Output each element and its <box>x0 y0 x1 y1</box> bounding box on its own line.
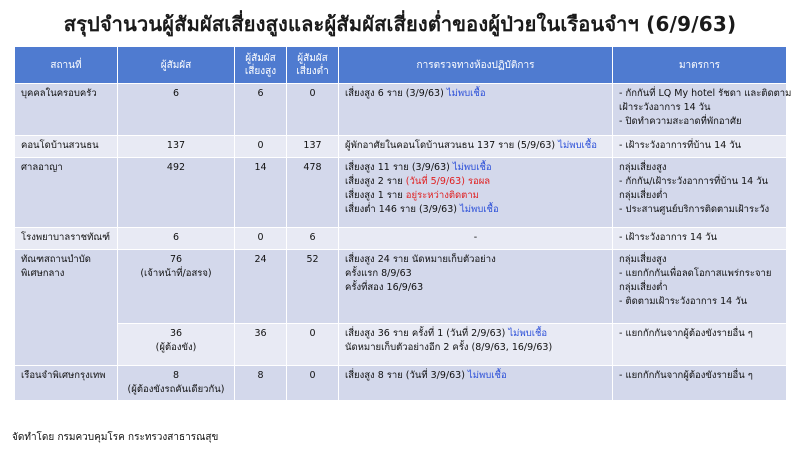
cell-contacts <box>118 136 235 158</box>
table-row <box>15 250 787 324</box>
cell-contacts <box>118 250 235 324</box>
cell-lab <box>339 136 613 158</box>
cell-measures <box>613 84 792 136</box>
cell-lab <box>339 250 613 324</box>
lab-text: เสี่ยงสูง 2 ราย <box>345 176 406 187</box>
header-high-risk-line: ผู้สัมผัส <box>245 53 276 64</box>
place-line: บุคคลในครอบครัว <box>21 88 97 99</box>
lab-text: ครั้งแรก 8/9/63 <box>345 268 412 279</box>
lab-result-negative: ไม่พบเชื้อ <box>558 140 597 151</box>
footer-credit: จัดทำโดย กรมควบคุมโรค กระทรวงสาธารณสุข <box>12 432 219 443</box>
lab-text: นัดหมายเก็บตัวอย่างอีก 2 ครั้ง (8/9/63, 16/9/63) <box>345 342 553 353</box>
cell-high-risk: 0 <box>235 228 287 250</box>
cell-lab: - <box>339 228 613 250</box>
place-line: ศาลอาญา <box>21 162 63 173</box>
cell-measures <box>613 158 787 228</box>
header-row <box>15 47 787 84</box>
lab-text: เสี่ยงสูง 1 ราย <box>345 190 406 201</box>
lab-line <box>345 189 606 203</box>
cell-high-risk: 0 <box>235 136 287 158</box>
lab-result-pending: อยู่ระหว่างติดตาม <box>405 190 479 201</box>
cell-contacts <box>118 324 235 366</box>
measure-line: กลุ่มเสี่ยงสูง <box>619 162 667 173</box>
lab-text: เสี่ยงสูง 11 ราย (3/9/63) <box>345 162 453 173</box>
contacts-line: 76 <box>169 254 183 265</box>
cell-contacts <box>118 158 235 228</box>
lab-line <box>345 87 606 101</box>
cell-lab <box>339 84 613 136</box>
measure-line: - เฝ้าระวังอาการ 14 วัน <box>619 232 717 243</box>
contacts-line: (เจ้าหน้าที่/อสรจ) <box>140 268 212 279</box>
lab-line <box>345 369 606 383</box>
summary-table <box>14 46 792 401</box>
cell-low-risk: 6 <box>287 228 339 250</box>
cell-contacts <box>118 366 235 401</box>
cell-high-risk: 6 <box>235 84 287 136</box>
lab-line <box>345 139 606 153</box>
lab-text: ครั้งที่สอง 16/9/63 <box>345 282 424 293</box>
cell-low-risk: 0 <box>287 84 339 136</box>
measure-line: กลุ่มเสี่ยงต่ำ <box>619 190 668 201</box>
table-body <box>15 84 792 401</box>
contacts-line: (ผู้ต้องขัง) <box>155 342 197 353</box>
table-row <box>15 366 787 401</box>
lab-line <box>345 267 606 281</box>
cell-place <box>15 250 118 366</box>
measure-line: กลุ่มเสี่ยงต่ำ <box>619 282 668 293</box>
cell-measures <box>613 136 787 158</box>
cell-place <box>15 228 118 250</box>
measure-line: - กักกัน/เฝ้าระวังอาการที่บ้าน 14 วัน <box>619 176 769 187</box>
cell-place <box>15 84 118 136</box>
cell-lab <box>339 158 613 228</box>
lab-line <box>345 281 606 295</box>
lab-line <box>345 253 606 267</box>
lab-line <box>345 161 606 175</box>
contacts-line: 492 <box>166 162 186 173</box>
contacts-line: 8 <box>172 370 180 381</box>
cell-measures <box>613 250 787 324</box>
measure-line: เฝ้าระวังอาการ 14 วัน <box>619 102 711 113</box>
lab-text: เสี่ยงสูง 6 ราย (3/9/63) <box>345 88 447 99</box>
cell-high-risk: 24 <box>235 250 287 324</box>
contacts-line: 6 <box>172 232 180 243</box>
header-lab: การตรวจทางห้องปฏิบัติการ <box>339 47 613 84</box>
contacts-line: 137 <box>166 140 186 151</box>
table-row <box>15 136 787 158</box>
lab-text: เสี่ยงต่ำ 146 ราย (3/9/63) <box>345 204 460 215</box>
table-row <box>15 324 787 366</box>
cell-lab <box>339 324 613 366</box>
cell-high-risk: 8 <box>235 366 287 401</box>
lab-text: เสี่ยงสูง 36 ราย ครั้งที่ 1 (วันที่ 2/9/63) <box>345 328 509 339</box>
cell-place <box>15 158 118 228</box>
place-line: พิเศษกลาง <box>21 268 65 279</box>
header-low-risk-line: เสี่ยงต่ำ <box>296 66 329 77</box>
lab-result-negative: ไม่พบเชื้อ <box>459 204 499 215</box>
place-line: เรือนจำพิเศษกรุงเทพ <box>21 370 106 381</box>
contacts-line: 6 <box>172 88 180 99</box>
contacts-line: 36 <box>169 328 183 339</box>
cell-high-risk: 36 <box>235 324 287 366</box>
measure-line: - ประสานศูนย์บริการติดตามเฝ้าระวัง <box>619 204 770 215</box>
lab-result-negative: ไม่พบเชื้อ <box>446 88 486 99</box>
cell-low-risk: 52 <box>287 250 339 324</box>
header-high-risk-line: เสี่ยงสูง <box>244 66 277 77</box>
header-low-risk <box>287 47 339 84</box>
lab-result-pending: (วันที่ 5/9/63) รอผล <box>405 176 491 187</box>
lab-line <box>345 203 606 217</box>
lab-text: ผู้พักอาศัยในคอนโดบ้านสวนธน 137 ราย (5/9/63) <box>345 140 559 151</box>
header-contacts: ผู้สัมผัส <box>118 47 235 84</box>
cell-contacts <box>118 228 235 250</box>
measure-line: - เฝ้าระวังอาการที่บ้าน 14 วัน <box>619 140 742 151</box>
header-high-risk <box>235 47 287 84</box>
lab-text: เสี่ยงสูง 24 ราย นัดหมายเก็บตัวอย่าง <box>345 254 496 265</box>
cell-measures <box>613 228 787 250</box>
place-line: คอนโดบ้านสวนธน <box>21 140 99 151</box>
cell-measures <box>613 366 787 401</box>
cell-high-risk: 14 <box>235 158 287 228</box>
measure-line: - แยกกักกันเพื่อลดโอกาสแพร่กระจาย <box>619 268 772 279</box>
cell-lab <box>339 366 613 401</box>
header-measures: มาตรการ <box>613 47 787 84</box>
cell-measures <box>613 324 787 366</box>
table-row <box>15 228 787 250</box>
cell-low-risk: 137 <box>287 136 339 158</box>
table-row <box>15 158 787 228</box>
measure-line: - แยกกักกันจากผู้ต้องขังรายอื่น ๆ <box>619 370 753 381</box>
header-place: สถานที่ <box>15 47 118 84</box>
place-line: โรงพยาบาลราชทัณฑ์ <box>21 232 111 243</box>
measure-line: - ติดตามเฝ้าระวังอาการ 14 วัน <box>619 296 748 307</box>
lab-result-negative: ไม่พบเชื้อ <box>452 162 492 173</box>
cell-place <box>15 136 118 158</box>
page-title: สรุปจำนวนผู้สัมผัสเสี่ยงสูงและผู้สัมผัสเสี่ยงต่ำของผู้ป่วยในเรือนจำฯ (6/9/63) <box>63 12 737 36</box>
lab-line <box>345 341 606 355</box>
table-row <box>15 84 787 136</box>
lab-line <box>345 175 606 189</box>
lab-result-negative: ไม่พบเชื้อ <box>467 370 507 381</box>
header-low-risk-line: ผู้สัมผัส <box>297 53 328 64</box>
measure-line: - แยกกักกันจากผู้ต้องขังรายอื่น ๆ <box>619 328 753 339</box>
cell-place <box>15 366 118 401</box>
cell-low-risk: 478 <box>287 158 339 228</box>
contacts-line: (ผู้ต้องขังรถคันเดียวกัน) <box>127 384 225 395</box>
measure-line: กลุ่มเสี่ยงสูง <box>619 254 667 265</box>
cell-contacts <box>118 84 235 136</box>
cell-low-risk: 0 <box>287 324 339 366</box>
measure-line: - ปิดทำความสะอาดที่พักอาศัย <box>619 116 742 127</box>
lab-result-negative: ไม่พบเชื้อ <box>508 328 548 339</box>
measure-line: - กักกันที่ LQ My hotel รัชดา และติดตาม <box>619 88 792 99</box>
cell-low-risk: 0 <box>287 366 339 401</box>
lab-line <box>345 327 606 341</box>
lab-text: เสี่ยงสูง 8 ราย (วันที่ 3/9/63) <box>345 370 468 381</box>
place-line: ทัณฑสถานบำบัด <box>21 254 91 265</box>
